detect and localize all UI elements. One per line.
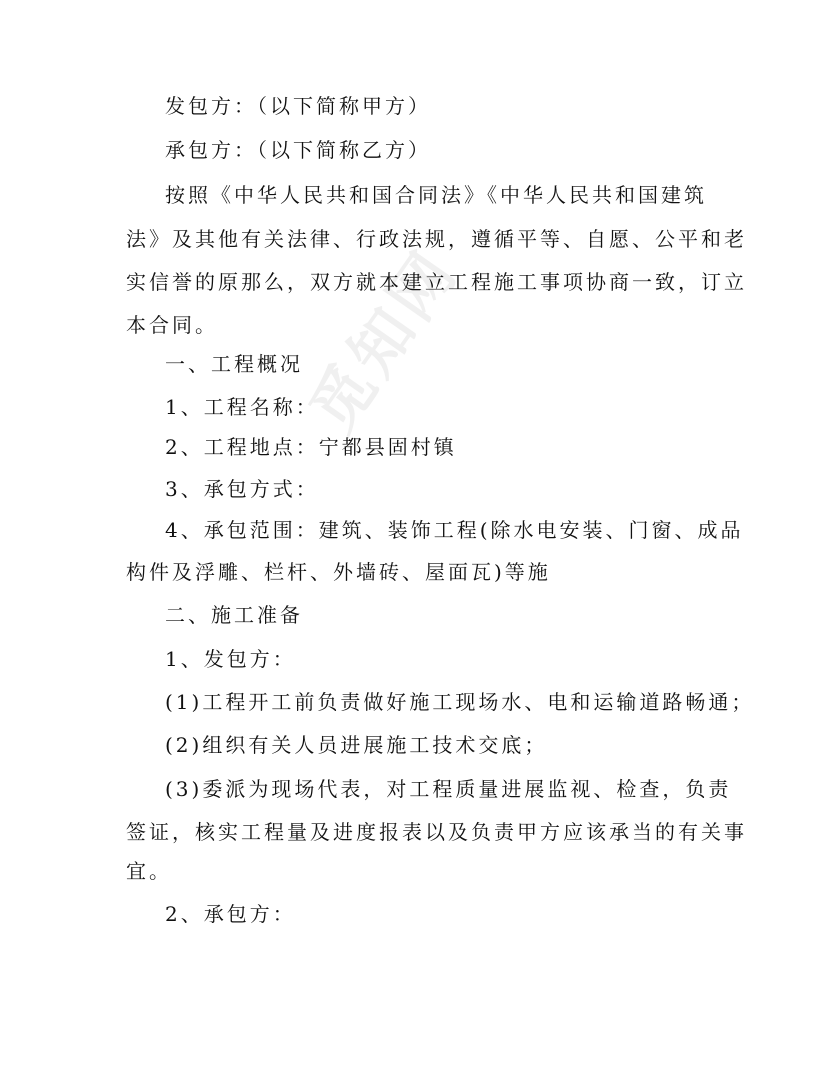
section-heading-1: 一、工程概况 <box>165 352 303 376</box>
employer-duty-3-line-2: 签证，核实工程量及进度报表以及负责甲方应该承当的有关事 <box>126 820 747 844</box>
watermark: 觅知网 <box>295 235 473 445</box>
employer-duty-3-line-3: 宜。 <box>126 859 172 883</box>
employer-duty-3-line-1: (3)委派为现场代表，对工程质量进展监视、检查，负责 <box>165 777 732 801</box>
item-contract-scope-1: 4、承包范围：建筑、装饰工程(除水电安装、门窗、成品 <box>165 518 744 542</box>
item-contract-scope-2: 构件及浮雕、栏杆、外墙砖、屋面瓦)等施 <box>126 560 551 584</box>
item-contract-method: 3、承包方式： <box>165 477 319 501</box>
item-contractor: 2、承包方： <box>165 902 296 926</box>
employer-duty-2: (2)组织有关人员进展施工技术交底； <box>165 733 548 757</box>
preamble-line-2: 法》及其他有关法律、行政法规，遵循平等、自愿、公平和老 <box>126 227 747 251</box>
preamble-line-4: 本合同。 <box>126 313 218 337</box>
preamble-line-1: 按照《中华人民共和国合同法》《中华人民共和国建筑 <box>165 183 707 207</box>
party-b-line: 承包方：（以下简称乙方） <box>165 138 431 162</box>
item-project-location: 2、工程地点：宁都县固村镇 <box>165 435 457 459</box>
preamble-line-3: 实信誉的原那么，双方就本建立工程施工事项协商一致，订立 <box>126 270 747 294</box>
employer-duty-1: (1)工程开工前负责做好施工现场水、电和运输道路畅通； <box>165 690 755 714</box>
party-a-line: 发包方：（以下简称甲方） <box>165 94 431 118</box>
item-employer: 1、发包方： <box>165 647 296 671</box>
item-project-name: 1、工程名称： <box>165 395 319 419</box>
section-heading-2: 二、施工准备 <box>165 603 303 627</box>
